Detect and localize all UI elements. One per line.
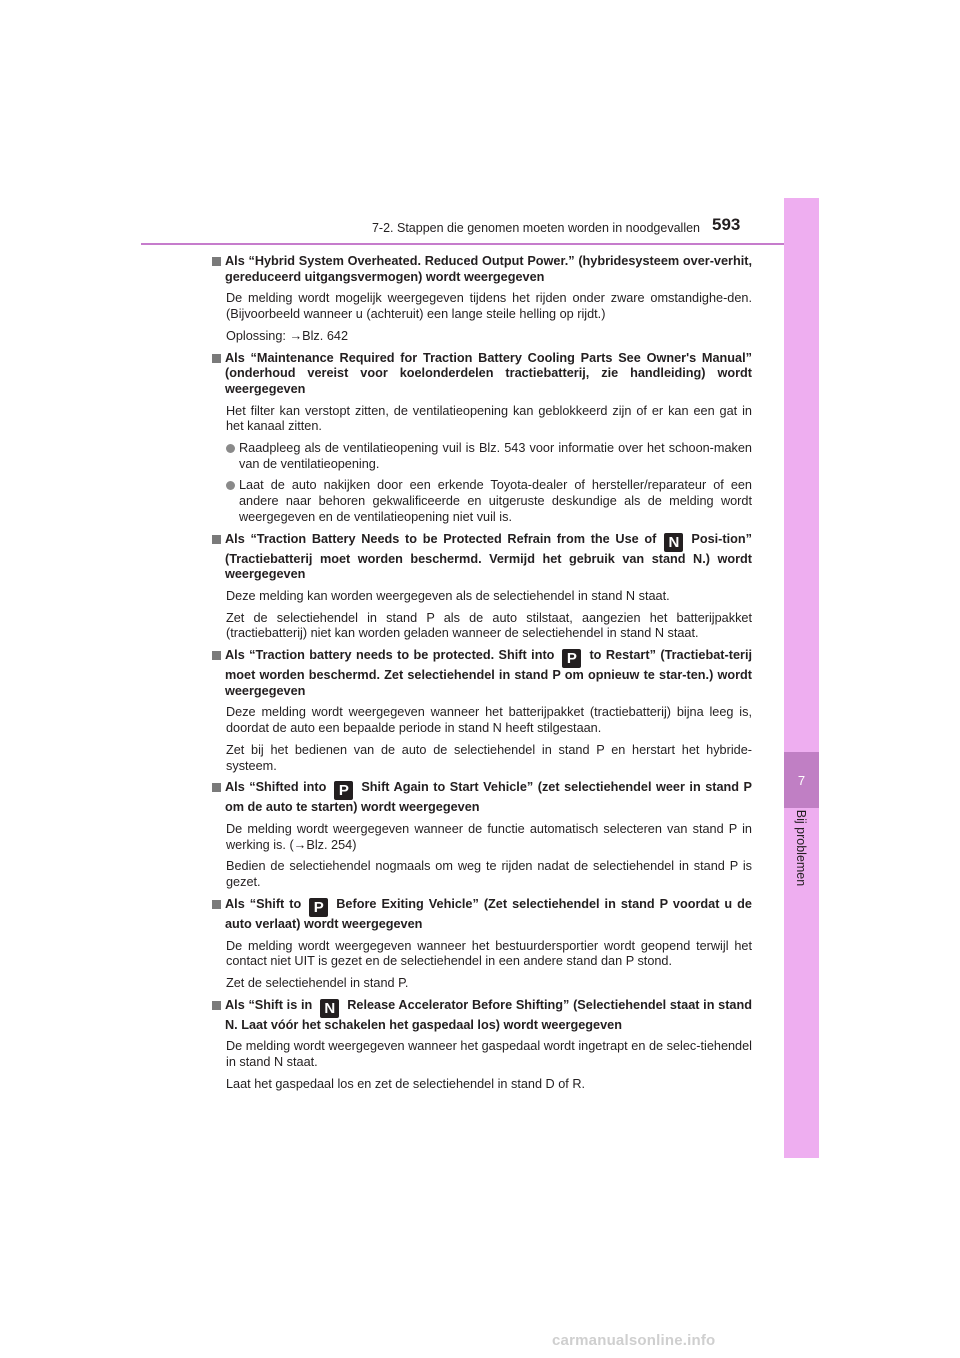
square-bullet-icon bbox=[212, 354, 221, 363]
section-shift-is-in-n bbox=[212, 998, 752, 1093]
header-divider bbox=[141, 243, 784, 245]
chapter-label: Bij problemen bbox=[794, 809, 808, 887]
square-bullet-icon bbox=[212, 900, 221, 909]
paragraph: De melding wordt weergegeven wanneer het gaspedaal wordt ingetrapt en de selec-tiehendel in stand N staat. bbox=[226, 1039, 752, 1070]
watermark: carmanualsonline.info bbox=[552, 1332, 716, 1349]
chapter-number-tab[interactable] bbox=[784, 752, 819, 808]
paragraph: Deze melding wordt weergegeven wanneer het batterijpakket (tractiebatterij) bijna leeg is, doordat de auto een bepaalde periode in stand N heeft stilgestaan. bbox=[226, 705, 752, 736]
section-heading: Als “Maintenance Required for Traction Battery Cooling Parts See Owner's Manual” (onderhoud vereist voor koelonderdelen tractiebatterij, zie handleiding) wordt weergegeven bbox=[212, 351, 752, 398]
paragraph: Deze melding kan worden weergegeven als de selectiehendel in stand N staat. bbox=[226, 588, 670, 603]
section-shifted-into-p bbox=[212, 780, 752, 891]
list-item: Raadpleeg als de ventilatieopening vuil is Blz. 543 voor informatie over het schoon-maken van de ventilatieopening. bbox=[212, 441, 752, 472]
paragraph: Bedien de selectiehendel nogmaals om weg te rijden nadat de selectiehendel in stand P is gezet. bbox=[226, 859, 752, 890]
square-bullet-icon bbox=[212, 783, 221, 792]
section-maintenance-cooling bbox=[212, 351, 752, 526]
page-number: 593 bbox=[712, 215, 741, 234]
page-content bbox=[212, 254, 752, 1098]
shift-p-icon: P bbox=[562, 649, 581, 668]
side-tab bbox=[784, 198, 819, 1158]
chapter-number: 7 bbox=[797, 772, 806, 788]
shift-p-icon: P bbox=[309, 898, 328, 917]
shift-n-icon: N bbox=[320, 999, 339, 1018]
section-heading: Als “Shifted into P Shift Again to Start Vehicle” (zet selectiehendel weer in stand P om de auto te starten) wordt weergegeven bbox=[212, 780, 752, 816]
section-heading: Als “Shift to P Before Exiting Vehicle” (Zet selectiehendel in stand P voordat u de auto verlaat) wordt weergegeven bbox=[212, 897, 752, 933]
paragraph: Zet de selectiehendel in stand P. bbox=[226, 975, 409, 990]
paragraph: De melding wordt weergegeven wanneer het bestuurdersportier wordt geopend terwijl het contact niet UIT is gezet en de selectiehendel in een andere stand dan P stond. bbox=[226, 938, 752, 969]
paragraph: Het filter kan verstopt zitten, de ventilatieopening kan geblokkeerd zijn of er kan een gat in het kanaal zitten. bbox=[226, 403, 752, 434]
square-bullet-icon bbox=[212, 651, 221, 660]
paragraph: Oplossing: →Blz. 642 bbox=[226, 328, 348, 343]
paragraph: De melding wordt weergegeven wanneer de functie automatisch selecteren van stand P in werking is. (→Blz. 254) bbox=[226, 821, 752, 852]
paragraph: Zet de selectiehendel in stand P als de auto stilstaat, aangezien het batterijpakket (tractiebatterij) niet kan worden geladen wanneer de selectiehendel in stand N staat. bbox=[226, 610, 752, 641]
square-bullet-icon bbox=[212, 1001, 221, 1010]
round-bullet-icon bbox=[226, 444, 235, 453]
section-heading: Als “Traction Battery Needs to be Protected Refrain from the Use of N Posi-tion” (Tractiebatterij moet worden beschermd. Vermijd het gebruik van stand N.) wordt weergegeven bbox=[212, 532, 752, 583]
section-hybrid-overheated bbox=[212, 254, 752, 345]
section-shift-before-exiting bbox=[212, 897, 752, 992]
paragraph: Laat het gaspedaal los en zet de selectiehendel in stand D of R. bbox=[226, 1076, 586, 1091]
section-shift-to-restart bbox=[212, 648, 752, 774]
square-bullet-icon bbox=[212, 257, 221, 266]
square-bullet-icon bbox=[212, 535, 221, 544]
section-heading: Als “Shift is in N Release Accelerator Before Shifting” (Selectiehendel staat in stand N. Laat vóór het schakelen het gaspedaal los) wordt weergegeven bbox=[212, 998, 752, 1034]
header-title: 7-2. Stappen die genomen moeten worden in noodgevallen bbox=[371, 221, 700, 235]
section-heading: Als “Hybrid System Overheated. Reduced Output Power.” (hybridesysteem over-verhit, gereduceerd uitgangsvermogen) wordt weergegeven bbox=[212, 254, 752, 285]
shift-n-icon: N bbox=[664, 533, 683, 552]
shift-p-icon: P bbox=[334, 781, 353, 800]
round-bullet-icon bbox=[226, 481, 235, 490]
paragraph: De melding wordt mogelijk weergegeven tijdens het rijden onder zware omstandighe-den. (Bijvoorbeeld wanneer u (achteruit) een lange steile helling op rijdt.) bbox=[226, 291, 752, 322]
list-item: Laat de auto nakijken door een erkende Toyota-dealer of hersteller/reparateur of een andere naar behoren gekwalificeerde en uitgeruste deskundige als de melding wordt weergegeven en de ventilatieopening niet vuil is. bbox=[212, 478, 752, 525]
section-refrain-n bbox=[212, 532, 752, 643]
section-heading: Als “Traction battery needs to be protected. Shift into P to Restart” (Tractiebat-terij moet worden beschermd. Zet selectiehendel in stand P om opnieuw te star-ten.) wordt weergegeven bbox=[212, 648, 752, 699]
paragraph: Zet bij het bedienen van de auto de selectiehendel in stand P en herstart het hybride-systeem. bbox=[226, 742, 752, 773]
